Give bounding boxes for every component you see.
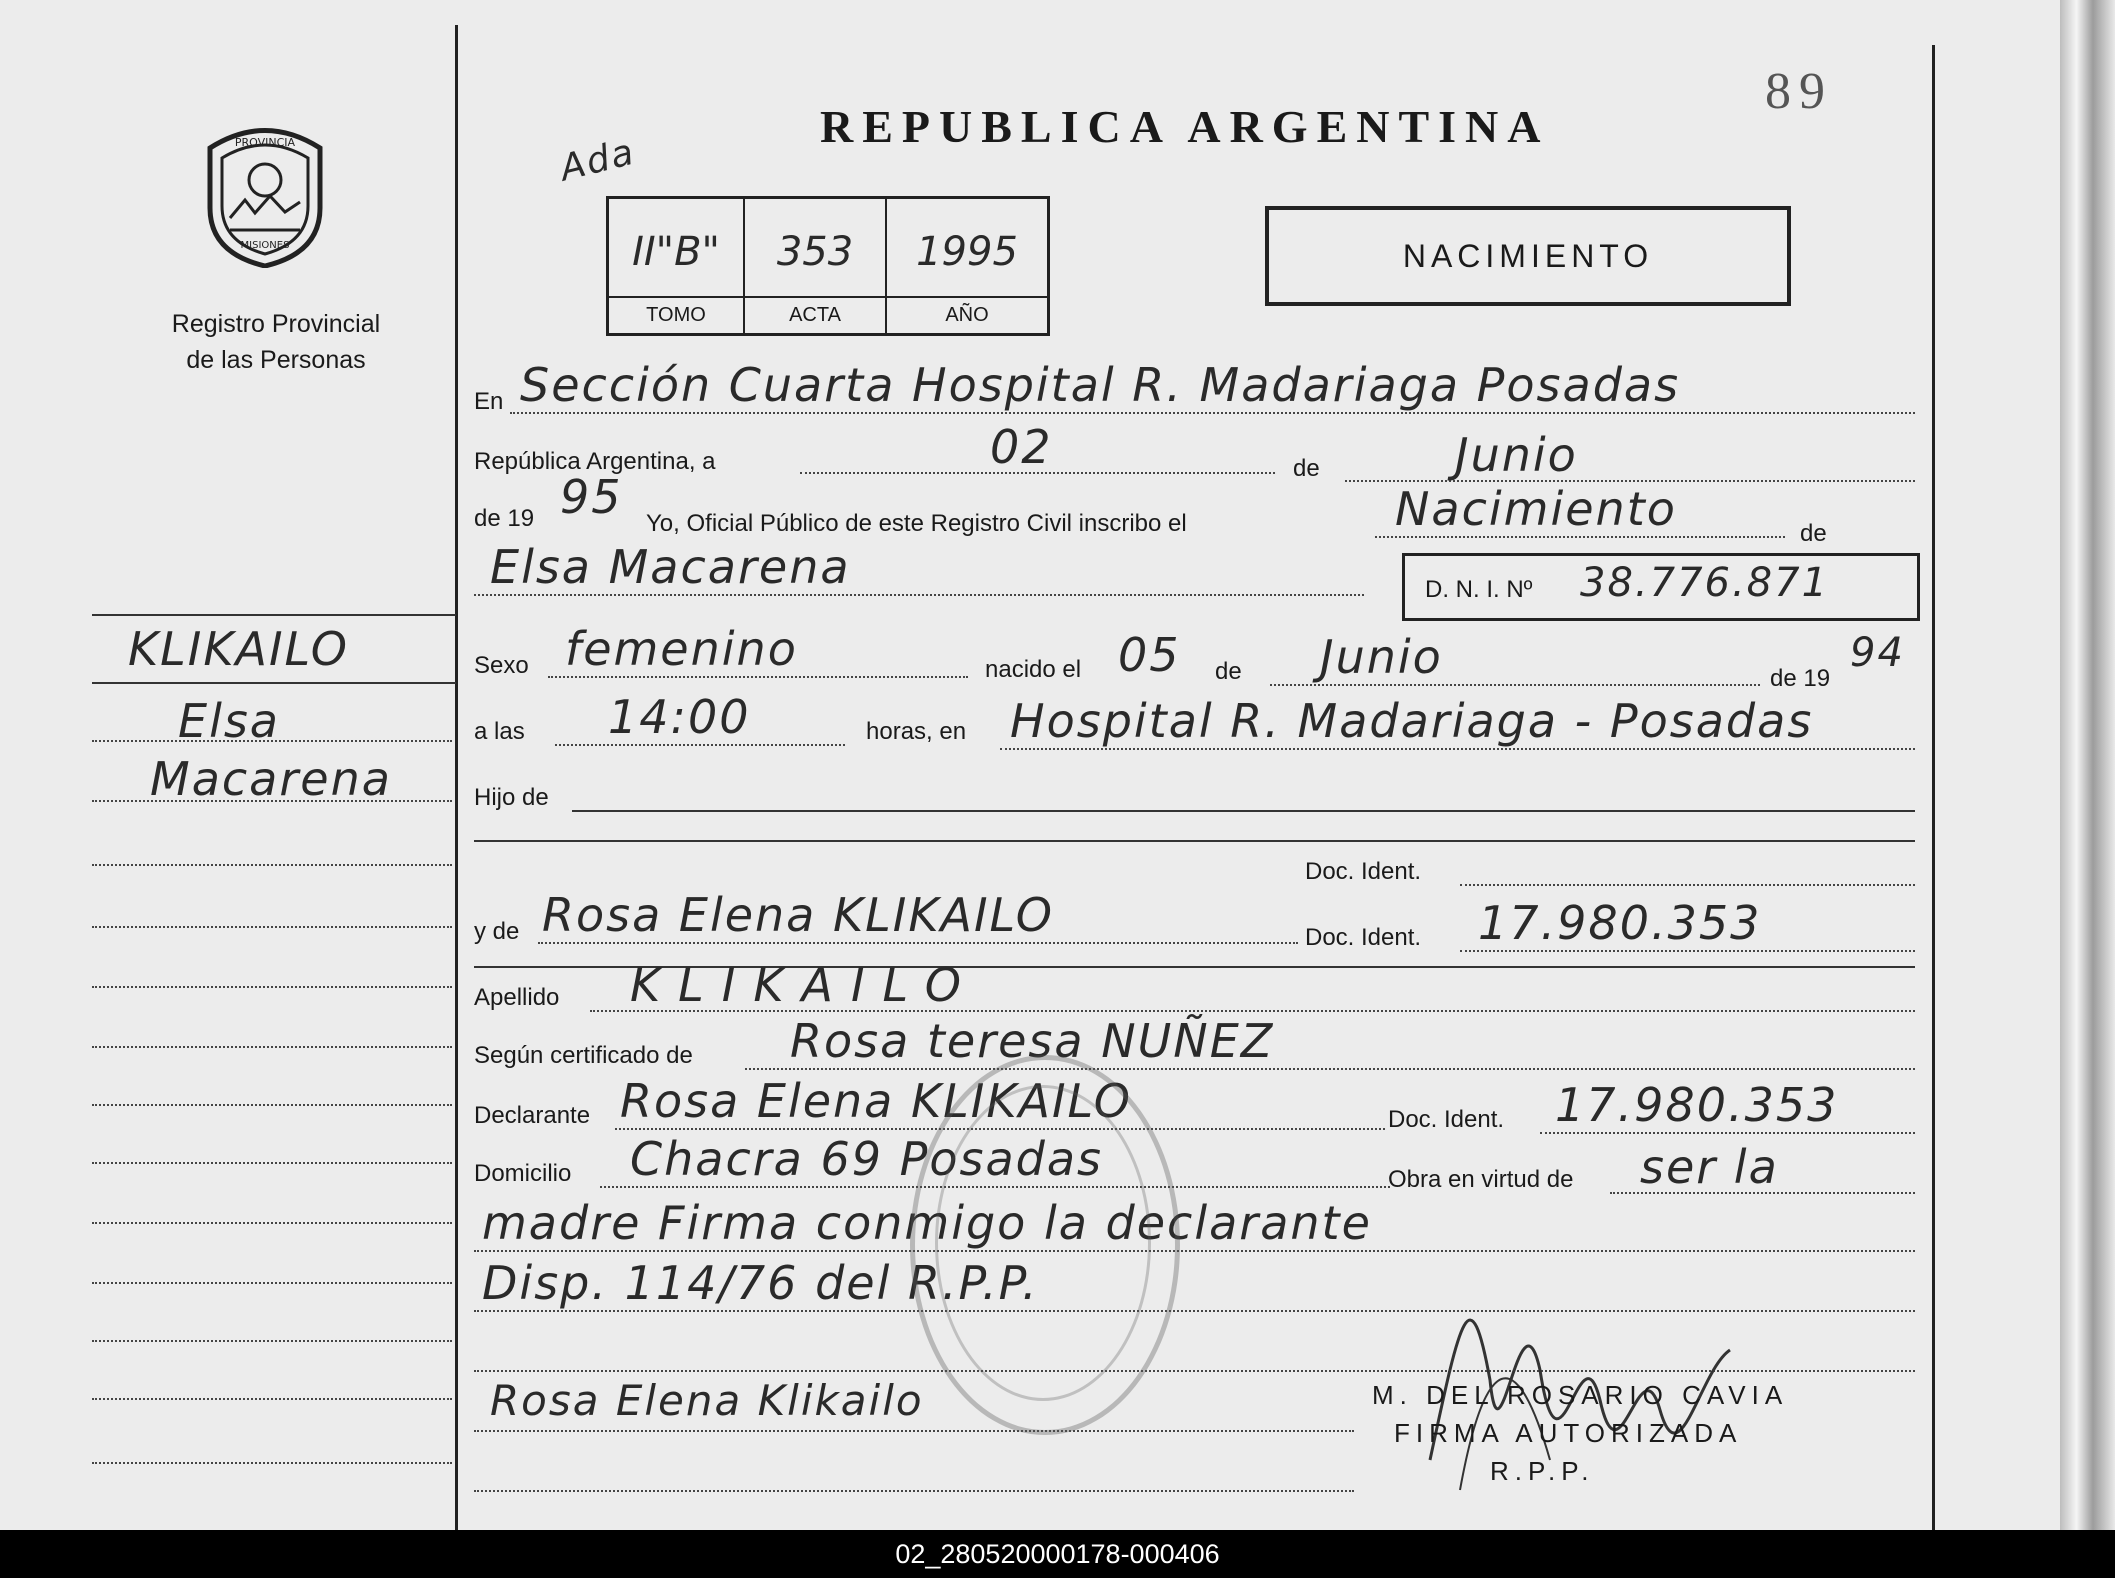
doc-ident-label-3: Doc. Ident.: [1388, 1106, 1505, 1133]
domicilio-value: Chacra 69 Posadas: [630, 1132, 1104, 1186]
margin-line: [92, 1104, 452, 1106]
margin-line: [92, 864, 452, 866]
margin-line: [92, 1462, 452, 1464]
certificado-line: [745, 1068, 1915, 1070]
en-line: [510, 412, 1915, 414]
margin-line: [92, 1222, 452, 1224]
dni-label: D. N. I. Nº: [1425, 576, 1533, 603]
nacido-label: nacido el: [985, 656, 1082, 683]
domicilio-label: Domicilio: [474, 1160, 572, 1187]
birth-day: 05: [1118, 628, 1181, 682]
ano-label: AÑO: [887, 296, 1047, 327]
sexo-value: femenino: [565, 622, 798, 676]
dni-box: [1402, 553, 1920, 621]
margin-line: [92, 1340, 452, 1342]
hora-line: [555, 744, 845, 746]
margin-line: [92, 1162, 452, 1164]
hijo-line: [572, 810, 1915, 812]
obra-cont-line: [474, 1250, 1915, 1252]
page-number: 89: [1765, 63, 1833, 120]
lugar-line: [1000, 748, 1915, 750]
margin-line: [92, 1398, 452, 1400]
official-org: R.P.P.: [1490, 1456, 1595, 1486]
y-de-label: y de: [474, 918, 520, 945]
province-seal-icon: [190, 118, 340, 268]
apellido-value: KLIKAILO: [630, 958, 979, 1012]
obra-value: ser la: [1640, 1140, 1779, 1194]
doc-ident-label: Doc. Ident.: [1305, 858, 1422, 885]
year-prefix: de 19: [474, 505, 535, 532]
official-name: M. DEL ROSARIO CAVIA: [1372, 1380, 1789, 1410]
seal-top-text: PROVINCIA: [234, 136, 296, 149]
margin-line: [92, 800, 452, 802]
ano-value: 1995: [916, 229, 1018, 275]
dni-value: 38.776.871: [1580, 560, 1830, 606]
acta-value: 353: [776, 229, 854, 275]
doc-ident-label-2: Doc. Ident.: [1305, 924, 1422, 951]
birth-month-line: [1270, 684, 1760, 686]
acto-line: [1375, 536, 1785, 538]
margin-line: [92, 1282, 452, 1284]
year-value: 95: [560, 470, 623, 524]
en-value: Sección Cuarta Hospital R. Madariaga Posadas: [520, 358, 1681, 412]
certificado-label: Según certificado de: [474, 1042, 693, 1069]
month-value: Junio: [1455, 428, 1578, 482]
acta-cell: [745, 199, 887, 333]
hijo-line-2: [474, 840, 1915, 842]
document-title: REPUBLICA ARGENTINA: [820, 101, 1550, 152]
obra-label: Obra en virtud de: [1388, 1166, 1574, 1193]
hijo-label: Hijo de: [474, 784, 549, 811]
margin-line: [92, 1046, 452, 1048]
registry-stamp-inner: [935, 1085, 1151, 1401]
official-block: [1372, 1376, 1788, 1490]
disp-value: Disp. 114/76 del R.P.P.: [482, 1256, 1039, 1310]
page-edge: [2060, 0, 2115, 1530]
office-line-1: Registro Provincial: [171, 310, 381, 338]
declarante-doc: 17.980.353: [1555, 1078, 1839, 1132]
margin-surname: KLIKAILO: [128, 622, 349, 676]
margin-name-1: Elsa: [178, 694, 280, 748]
madre-doc: 17.980.353: [1478, 896, 1762, 950]
margin-name-2: Macarena: [150, 752, 392, 806]
de-label: de: [1293, 455, 1320, 482]
acto-value: Nacimiento: [1395, 482, 1677, 536]
margin-line: [92, 682, 456, 684]
ano-cell: [887, 199, 1047, 333]
madre-doc-line: [1460, 950, 1915, 952]
office-name: [146, 306, 406, 378]
de-label-3: de: [1215, 658, 1242, 685]
day-value: 02: [990, 420, 1053, 474]
official-role: FIRMA AUTORIZADA: [1394, 1418, 1743, 1448]
tomo-cell: [609, 199, 745, 333]
record-number-box: [606, 196, 1050, 336]
seal-bottom-text: MISIONES: [240, 240, 290, 251]
sexo-line: [548, 676, 968, 678]
margin-line: [92, 740, 452, 742]
margin-line: [92, 926, 452, 928]
horas-label: horas, en: [866, 718, 967, 745]
right-border: [1932, 45, 1935, 1530]
blank-line: [474, 1490, 1354, 1492]
declarante-doc-line: [1540, 1132, 1915, 1134]
en-label: En: [474, 388, 504, 415]
margin-line: [92, 986, 452, 988]
birth-month: Junio: [1320, 630, 1443, 684]
declarante-label: Declarante: [474, 1102, 591, 1129]
scan-id-bar: 02_280520000178-000406: [0, 1530, 2115, 1578]
person-value: Elsa Macarena: [490, 540, 851, 594]
margin-top-rule: [92, 614, 456, 616]
annotation: Ada: [556, 131, 640, 190]
tomo-value: II"B": [632, 229, 720, 275]
sexo-label: Sexo: [474, 652, 529, 679]
firma-line: [474, 1430, 1354, 1432]
hora-value: 14:00: [608, 690, 751, 744]
record-type-box: NACIMIENTO: [1265, 206, 1791, 306]
margin-divider: [455, 25, 458, 1530]
obra-cont: madre Firma conmigo la declarante: [482, 1196, 1372, 1250]
de-label-2: de: [1800, 520, 1827, 547]
doc-ident-line: [1460, 884, 1915, 886]
a-las-label: a las: [474, 718, 525, 745]
apellido-label: Apellido: [474, 984, 560, 1011]
oficial-text: Yo, Oficial Público de este Registro Civil inscribo el: [646, 510, 1187, 537]
office-line-2: de las Personas: [186, 346, 366, 374]
madre-value: Rosa Elena KLIKAILO: [542, 888, 1054, 942]
person-line: [474, 594, 1364, 596]
tomo-label: TOMO: [609, 296, 743, 327]
acta-label: ACTA: [745, 296, 885, 327]
firma-declarante: Rosa Elena Klikailo: [490, 1376, 924, 1425]
birth-year-prefix: de 19: [1770, 665, 1831, 692]
declarante-value: Rosa Elena KLIKAILO: [620, 1074, 1132, 1128]
certificado-value: Rosa teresa NUÑEZ: [790, 1014, 1275, 1068]
lugar-value: Hospital R. Madariaga - Posadas: [1010, 694, 1814, 748]
madre-line: [538, 942, 1298, 944]
republica-label: República Argentina, a: [474, 448, 716, 475]
birth-year: 94: [1850, 630, 1905, 676]
